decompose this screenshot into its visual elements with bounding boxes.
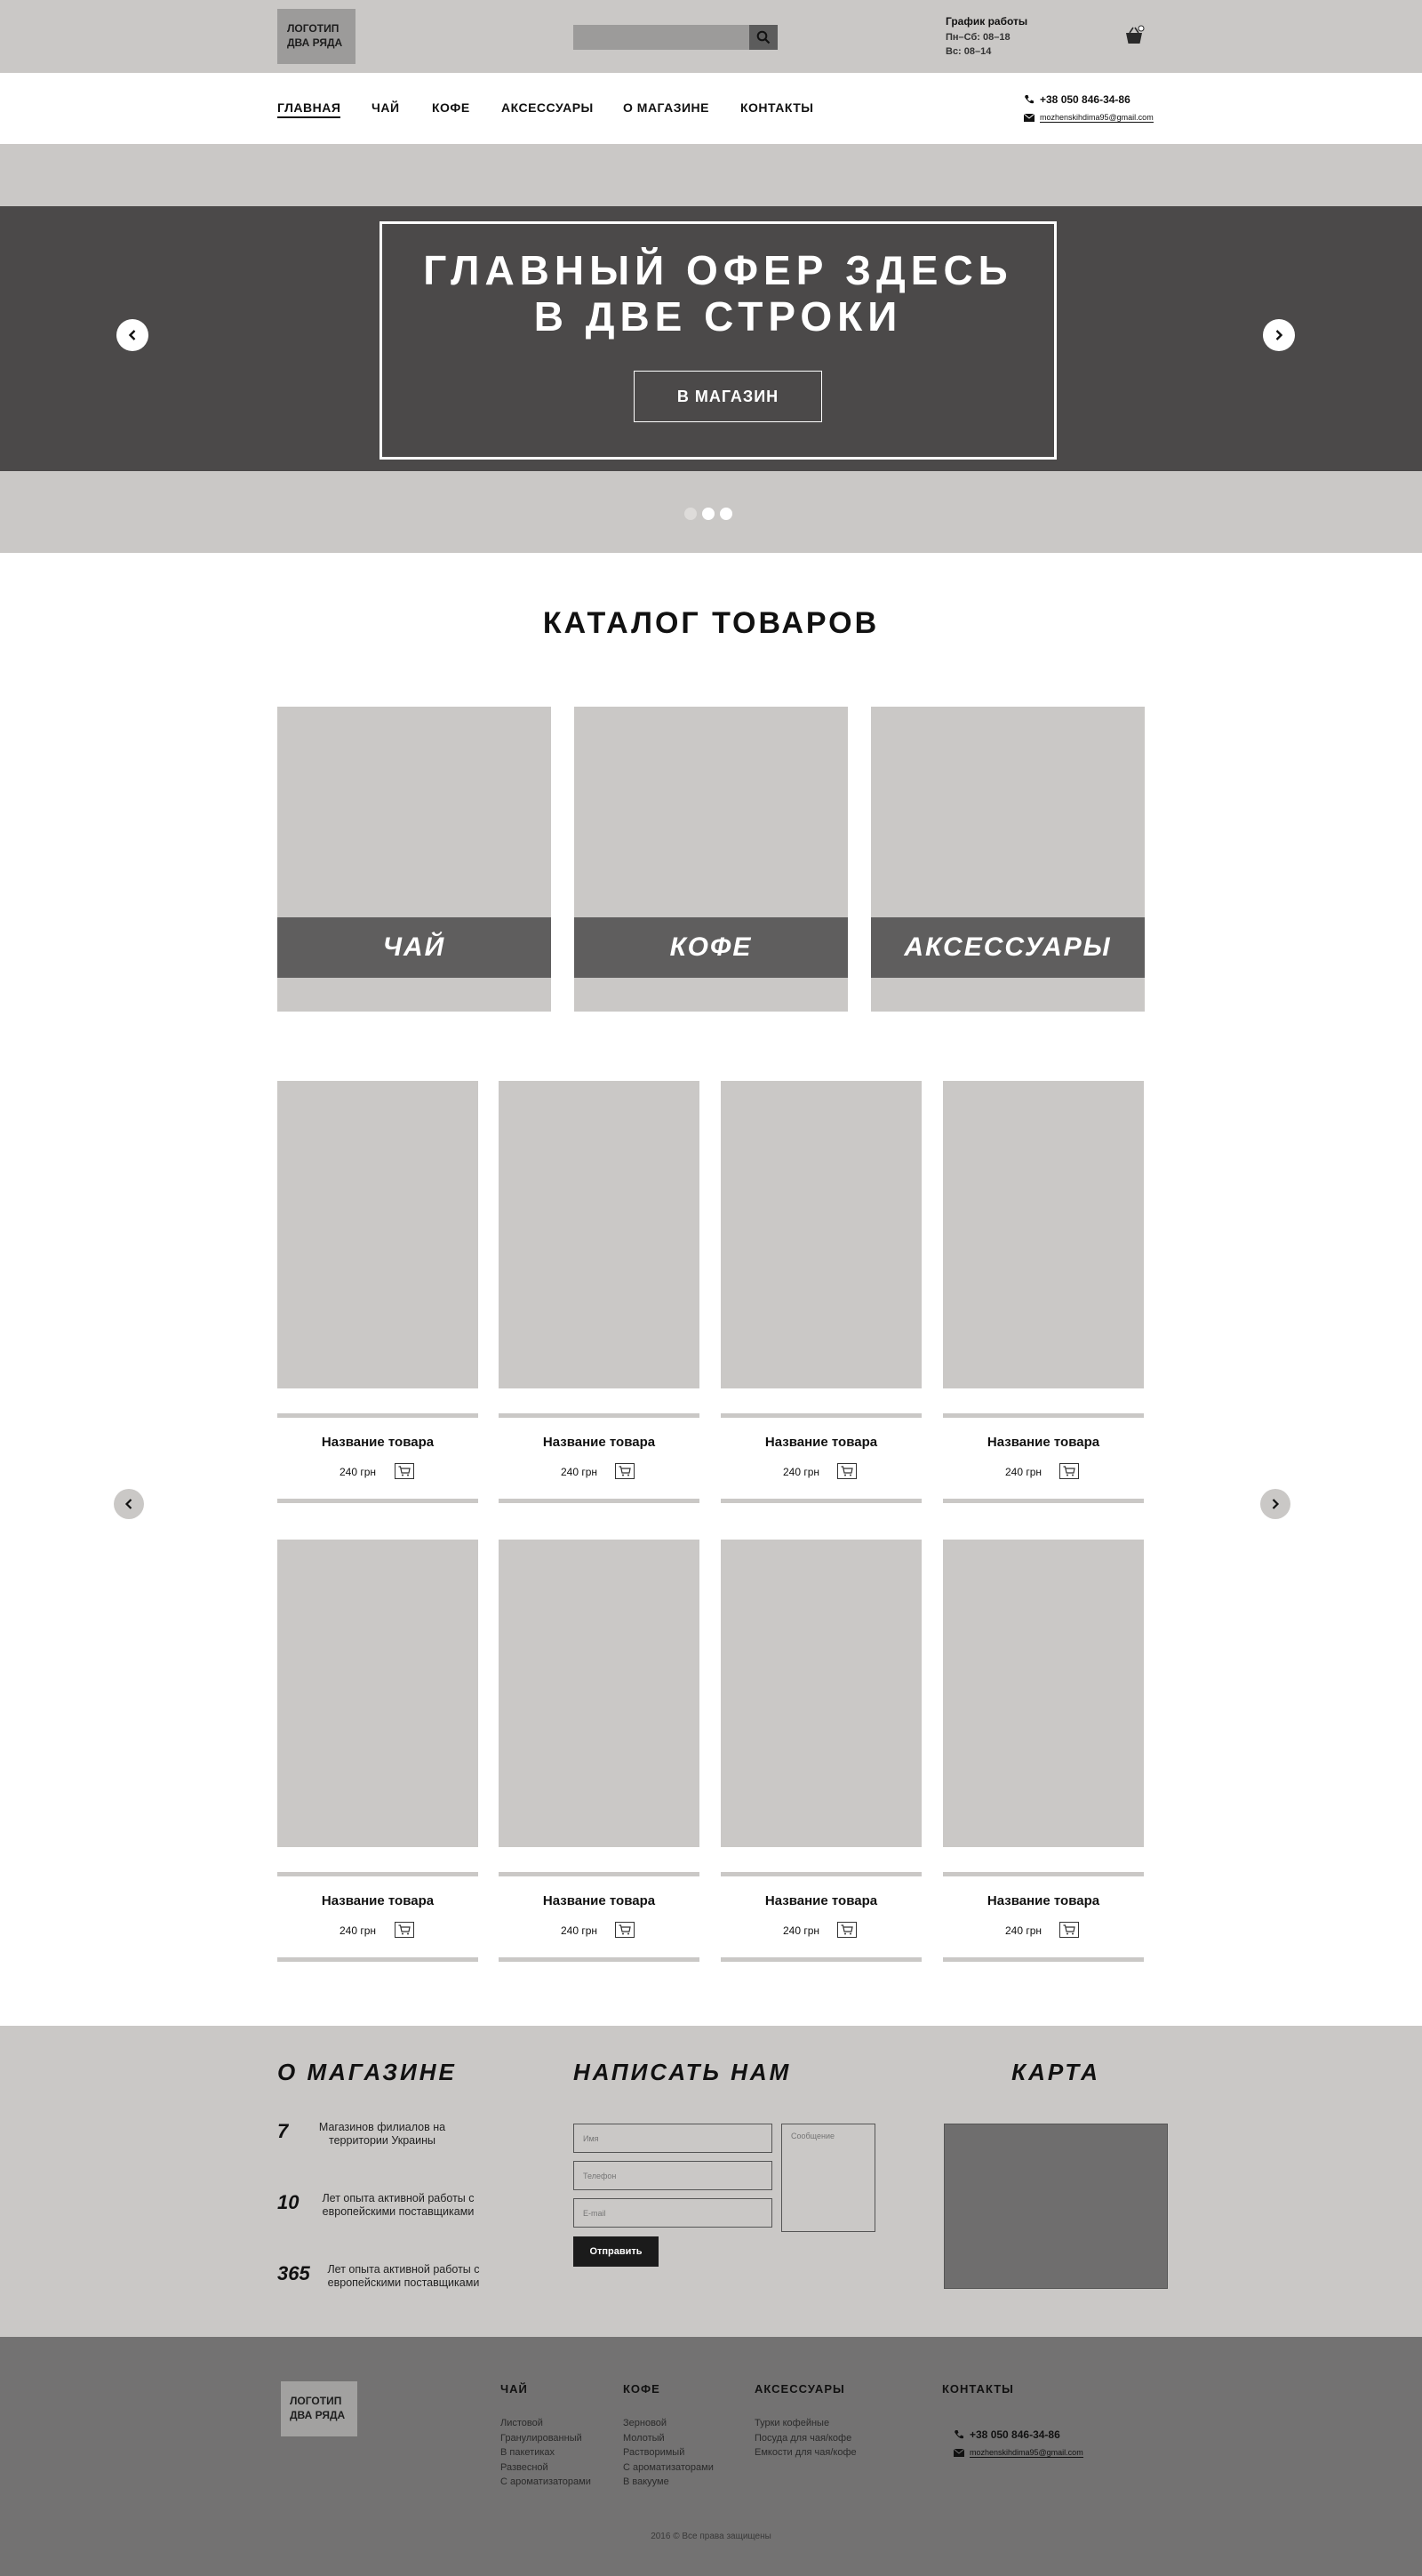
product-image[interactable]: [277, 1540, 478, 1847]
hero-title-line-2: В ДВЕ СТРОКИ: [533, 293, 903, 340]
product-divider: [277, 1872, 478, 1876]
work-hours: [946, 15, 1027, 57]
product-divider: [499, 1499, 699, 1503]
footer-link[interactable]: Зерновой: [623, 2418, 667, 2428]
footer-links-tea: [500, 2416, 591, 2490]
nav-item-accessories[interactable]: АКСЕССУАРЫ: [501, 100, 594, 115]
submit-button[interactable]: Отправить: [573, 2236, 659, 2267]
category-card-accessories[interactable]: [871, 707, 1145, 1012]
product-name[interactable]: Название товара: [542, 1893, 656, 1908]
product-name[interactable]: Название товара: [987, 1435, 1100, 1450]
footer-link[interactable]: С ароматизаторами: [623, 2461, 714, 2473]
cart-icon: [841, 1466, 853, 1476]
search-input[interactable]: [573, 25, 749, 50]
slider-dot-1[interactable]: [684, 508, 697, 520]
nav-item-tea[interactable]: ЧАЙ: [371, 100, 400, 115]
stat-text: Лет опыта активной работы с европейскими поставщиками: [322, 2192, 475, 2218]
category-label: АКСЕССУАРЫ: [871, 917, 1145, 978]
products-next-button[interactable]: [1260, 1489, 1290, 1519]
phone-icon: [954, 2429, 964, 2440]
footer-email[interactable]: [954, 2448, 1083, 2458]
hero-prev-button[interactable]: [116, 319, 148, 351]
stat-text: Лет опыта активной работы с европейскими поставщиками: [327, 2263, 480, 2289]
product-name[interactable]: Название товара: [542, 1435, 656, 1450]
work-hours-title: График работы: [946, 15, 1028, 28]
hero-next-button[interactable]: [1263, 319, 1295, 351]
footer-logo-line-1: ЛОГОТИП: [290, 2395, 342, 2407]
about-title: О МАГАЗИНЕ: [277, 2059, 457, 2085]
product-name[interactable]: Название товара: [321, 1893, 435, 1908]
footer-link[interactable]: В вакууме: [623, 2476, 669, 2487]
work-hours-sunday: Вс: 08–14: [946, 46, 992, 57]
stat-number: 7: [277, 2120, 289, 2142]
chevron-right-icon: [1270, 1498, 1281, 1510]
product-image[interactable]: [277, 1081, 478, 1388]
add-to-cart-button[interactable]: [395, 1463, 414, 1479]
add-to-cart-button[interactable]: [615, 1463, 635, 1479]
add-to-cart-button[interactable]: [615, 1922, 635, 1938]
chevron-left-icon: [127, 329, 138, 341]
product-image[interactable]: [499, 1081, 699, 1388]
product-divider: [721, 1499, 922, 1503]
logo-line-1: ЛОГОТИП: [287, 22, 340, 35]
product-image[interactable]: [499, 1540, 699, 1847]
header-email[interactable]: [1024, 113, 1154, 123]
category-label: ЧАЙ: [277, 917, 551, 978]
chevron-right-icon: [1274, 329, 1284, 341]
footer-link[interactable]: Гранулированный: [500, 2432, 582, 2444]
product-divider: [499, 1957, 699, 1962]
cart-icon: [619, 1466, 631, 1476]
mail-icon: [1024, 114, 1035, 122]
slider-dot-3[interactable]: [720, 508, 732, 520]
phone-icon: [1024, 94, 1035, 105]
footer-heading-contacts: КОНТАКТЫ: [942, 2382, 1014, 2396]
hero-title-line-1: ГЛАВНЫЙ ОФЕР ЗДЕСЬ: [423, 247, 1013, 293]
footer-link[interactable]: С ароматизаторами: [500, 2476, 591, 2487]
category-card-coffee[interactable]: [574, 707, 848, 1012]
product-image[interactable]: [943, 1540, 1144, 1847]
search-button[interactable]: [749, 25, 778, 50]
mail-icon: [954, 2449, 964, 2457]
slider-dot-2[interactable]: [702, 508, 715, 520]
hero-shop-button[interactable]: В МАГАЗИН: [634, 371, 822, 422]
footer-link[interactable]: Листовой: [500, 2418, 543, 2428]
header-email-text: mozhenskihdima95@gmail.com: [1040, 113, 1154, 122]
name-field[interactable]: [573, 2124, 772, 2153]
stat-text: Магазинов филиалов на территории Украины: [318, 2121, 446, 2147]
product-price: 240 грн: [561, 1466, 598, 1478]
cart-icon: [398, 1466, 411, 1476]
chevron-left-icon: [124, 1498, 134, 1510]
product-divider: [943, 1499, 1144, 1503]
footer-heading-accessories[interactable]: АКСЕССУАРЫ: [755, 2382, 845, 2396]
footer-heading-tea[interactable]: ЧАЙ: [500, 2382, 528, 2396]
hero-title: [379, 247, 1057, 340]
product-divider: [277, 1499, 478, 1503]
footer-logo-line-2: ДВА РЯДА: [290, 2409, 346, 2421]
product-price: 240 грн: [340, 1924, 377, 1937]
product-divider: [943, 1872, 1144, 1876]
footer-link[interactable]: Турки кофейные: [755, 2418, 830, 2428]
search-icon: [756, 30, 771, 44]
footer-link[interactable]: Молотый: [623, 2432, 665, 2444]
product-price: 240 грн: [1005, 1924, 1043, 1937]
product-price: 240 грн: [783, 1466, 820, 1478]
map-title: КАРТА: [1011, 2059, 1100, 2085]
footer-link[interactable]: Посуда для чая/кофе: [755, 2432, 852, 2444]
stat-number: 365: [277, 2262, 310, 2284]
category-card-tea[interactable]: [277, 707, 551, 1012]
cart-icon: [398, 1924, 411, 1935]
message-field[interactable]: [781, 2124, 875, 2232]
product-price: 240 грн: [1005, 1466, 1043, 1478]
add-to-cart-button[interactable]: [837, 1922, 857, 1938]
logo[interactable]: [277, 9, 356, 64]
product-divider: [277, 1957, 478, 1962]
product-name[interactable]: Название товара: [321, 1435, 435, 1450]
cart-icon: [841, 1924, 853, 1935]
product-image[interactable]: [721, 1540, 922, 1847]
work-hours-weekdays: Пн–Сб: 08–18: [946, 32, 1011, 43]
footer-logo[interactable]: [281, 2381, 357, 2436]
basket-icon: [1123, 25, 1145, 46]
cart-icon: [1063, 1924, 1075, 1935]
footer-phone-text: +38 050 846-34-86: [970, 2428, 1060, 2441]
phone-field[interactable]: [573, 2161, 772, 2190]
product-image[interactable]: [721, 1081, 922, 1388]
add-to-cart-button[interactable]: [1059, 1922, 1079, 1938]
product-image[interactable]: [943, 1081, 1144, 1388]
header-phone[interactable]: [1024, 93, 1130, 106]
product-divider: [499, 1413, 699, 1418]
product-divider: [943, 1413, 1144, 1418]
footer-links-accessories: [755, 2416, 857, 2460]
email-field[interactable]: [573, 2198, 772, 2228]
main-nav: [0, 73, 1422, 144]
product-divider: [499, 1872, 699, 1876]
contact-form-title: НАПИСАТЬ НАМ: [573, 2059, 792, 2085]
cart-button[interactable]: [1123, 25, 1145, 46]
footer-link[interactable]: Растворимый: [623, 2447, 685, 2458]
product-price: 240 грн: [561, 1924, 598, 1937]
cart-icon: [619, 1924, 631, 1935]
product-name[interactable]: Название товара: [764, 1435, 878, 1450]
add-to-cart-button[interactable]: [395, 1922, 414, 1938]
footer-phone[interactable]: [954, 2428, 1060, 2441]
nav-item-coffee[interactable]: КОФЕ: [432, 100, 470, 115]
nav-item-about[interactable]: О МАГАЗИНЕ: [623, 100, 709, 115]
product-divider: [721, 1957, 922, 1962]
product-price: 240 грн: [783, 1924, 820, 1937]
footer-link[interactable]: Емкости для чая/кофе: [755, 2447, 857, 2458]
nav-item-home[interactable]: ГЛАВНАЯ: [277, 100, 340, 118]
cart-icon: [1063, 1466, 1075, 1476]
footer-email-text: mozhenskihdima95@gmail.com: [970, 2448, 1083, 2457]
catalog-title: КАТАЛОГ ТОВАРОВ: [542, 606, 880, 640]
product-divider: [721, 1413, 922, 1418]
products-prev-button[interactable]: [114, 1489, 144, 1519]
product-name[interactable]: Название товара: [764, 1893, 878, 1908]
copyright: 2016 © Все права защищены: [651, 2532, 771, 2541]
logo-line-2: ДВА РЯДА: [287, 36, 343, 49]
footer-link[interactable]: В пакетиках: [500, 2447, 555, 2458]
footer-link[interactable]: Развесной: [500, 2461, 548, 2473]
footer-heading-coffee[interactable]: КОФЕ: [623, 2382, 660, 2396]
nav-item-contacts[interactable]: КОНТАКТЫ: [740, 100, 814, 115]
add-to-cart-button[interactable]: [1059, 1463, 1079, 1479]
stat-number: 10: [277, 2191, 300, 2213]
footer-links-coffee: [623, 2416, 714, 2490]
category-label: КОФЕ: [574, 917, 848, 978]
add-to-cart-button[interactable]: [837, 1463, 857, 1479]
header-phone-text: +38 050 846-34-86: [1040, 93, 1130, 106]
product-price: 240 грн: [340, 1466, 377, 1478]
map[interactable]: [944, 2124, 1168, 2289]
product-name[interactable]: Название товара: [987, 1893, 1100, 1908]
product-divider: [277, 1413, 478, 1418]
product-divider: [721, 1872, 922, 1876]
product-divider: [943, 1957, 1144, 1962]
